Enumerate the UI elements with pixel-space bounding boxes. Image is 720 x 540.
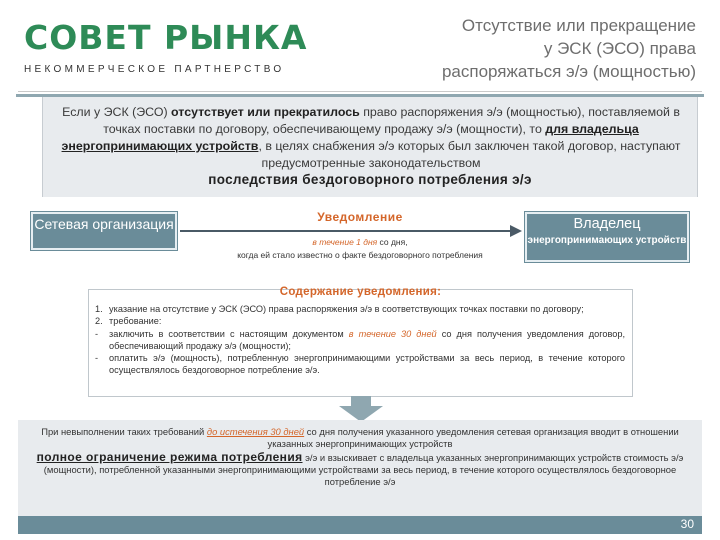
logo xyxy=(24,18,307,75)
consequence-part-2: со дня получения указанного уведомления сетевая организация вводит в отношении указанных энергопринимающих устройств xyxy=(267,426,679,450)
owner-box xyxy=(525,212,689,262)
header-divider-thin xyxy=(18,91,702,92)
list-item-highlight: в течение 30 дней xyxy=(348,328,437,339)
consequence-text xyxy=(30,426,690,488)
list-item xyxy=(95,315,625,327)
notice-term xyxy=(180,236,540,262)
intro-text xyxy=(55,104,687,172)
title-line-2: у ЭСК (ЭСО) права xyxy=(543,39,696,58)
intro-emphasis: последствия бездоговорного потребления э/э xyxy=(208,172,532,187)
list-item xyxy=(95,352,625,377)
consequence-strong: полное ограничение режима потребления xyxy=(36,449,303,464)
intro-bold-1: отсутствует или прекратилось xyxy=(171,105,360,119)
intro-part-1: Если у ЭСК (ЭСО) xyxy=(62,105,172,119)
intro-part-2: право распоряжения э/э (мощностью), поставляемой в точках поставки по договору, обеспечивающему продажу э/э (мощности), то xyxy=(103,105,680,136)
notice-term-rest: со дня, xyxy=(377,237,408,247)
list-item-text: требование: xyxy=(109,316,162,327)
list-item-number: 1. xyxy=(95,304,103,314)
list-item xyxy=(95,303,625,315)
down-arrow-icon xyxy=(337,396,385,422)
list-item-number: - xyxy=(95,353,99,364)
list-item-text: оплатить э/э (мощность), потребленную энергопринимающими устройствами за весь период, в течение которого осуществлялось бездоговорное потребление э/э. xyxy=(109,353,625,376)
owner-box-subtitle: энергопринимающих устройств xyxy=(527,235,687,246)
notice-content-list xyxy=(95,303,625,377)
intro-part-3: , в целях снабжения э/э которых был заключен такой договор, наступают предусмотренные законодательством xyxy=(258,139,681,170)
intro-panel xyxy=(42,97,698,197)
list-item-number: - xyxy=(95,328,99,339)
consequence-part-1: При невыполнении таких требований xyxy=(41,426,207,437)
notice-content-title: Содержание уведомления: xyxy=(279,286,442,298)
notice-term-highlight: в течение 1 дня xyxy=(312,237,378,247)
logo-sub-text: НЕКОММЕРЧЕСКОЕ ПАРТНЕРСТВО xyxy=(24,64,285,75)
grid-organization-box: Сетевая организация xyxy=(31,212,177,250)
list-item-text-post: со дня получения уведомления договор, обеспечивающий продажу э/э (мощности); xyxy=(109,328,626,351)
consequence-deadline: до истечения 30 дней xyxy=(206,426,305,437)
notice-term-line-2: когда ей стало известно о факте бездоговорного потребления xyxy=(237,250,483,260)
list-item-number: 2. xyxy=(95,316,103,327)
page-number: 30 xyxy=(680,517,694,531)
page-footer-bar xyxy=(18,516,702,534)
notice-arrow-line xyxy=(180,230,512,232)
list-item-text: указание на отсутствие у ЭСК (ЭСО) права распоряжения э/э в соответствующих точках поставки по договору; xyxy=(109,304,584,314)
list-item-text xyxy=(109,328,625,353)
owner-box-title: Владелец xyxy=(573,216,641,232)
notice-label: Уведомление xyxy=(317,210,403,224)
notice-content-box xyxy=(88,286,633,397)
list-item xyxy=(95,328,625,353)
consequence-part-3: э/э и взыскивает с владельца указанных энергопринимающих устройств стоимость э/э (мощности), потребленной указанными энергопринимающими устройствами за весь период, в течение которого осуществлялось бездоговорное потребление э/э xyxy=(43,451,684,488)
logo-main-text: СОВЕТ РЫНКА xyxy=(24,18,308,57)
intro-bold-2: для владельца энергопринимающих устройств xyxy=(61,122,639,153)
title-line-3: распоряжаться э/э (мощностью) xyxy=(441,62,696,81)
list-item-text-pre: заключить в соответствии с настоящим документом xyxy=(109,328,349,339)
title-line-1: Отсутствие или прекращение xyxy=(461,16,696,35)
slide-title xyxy=(366,14,696,83)
